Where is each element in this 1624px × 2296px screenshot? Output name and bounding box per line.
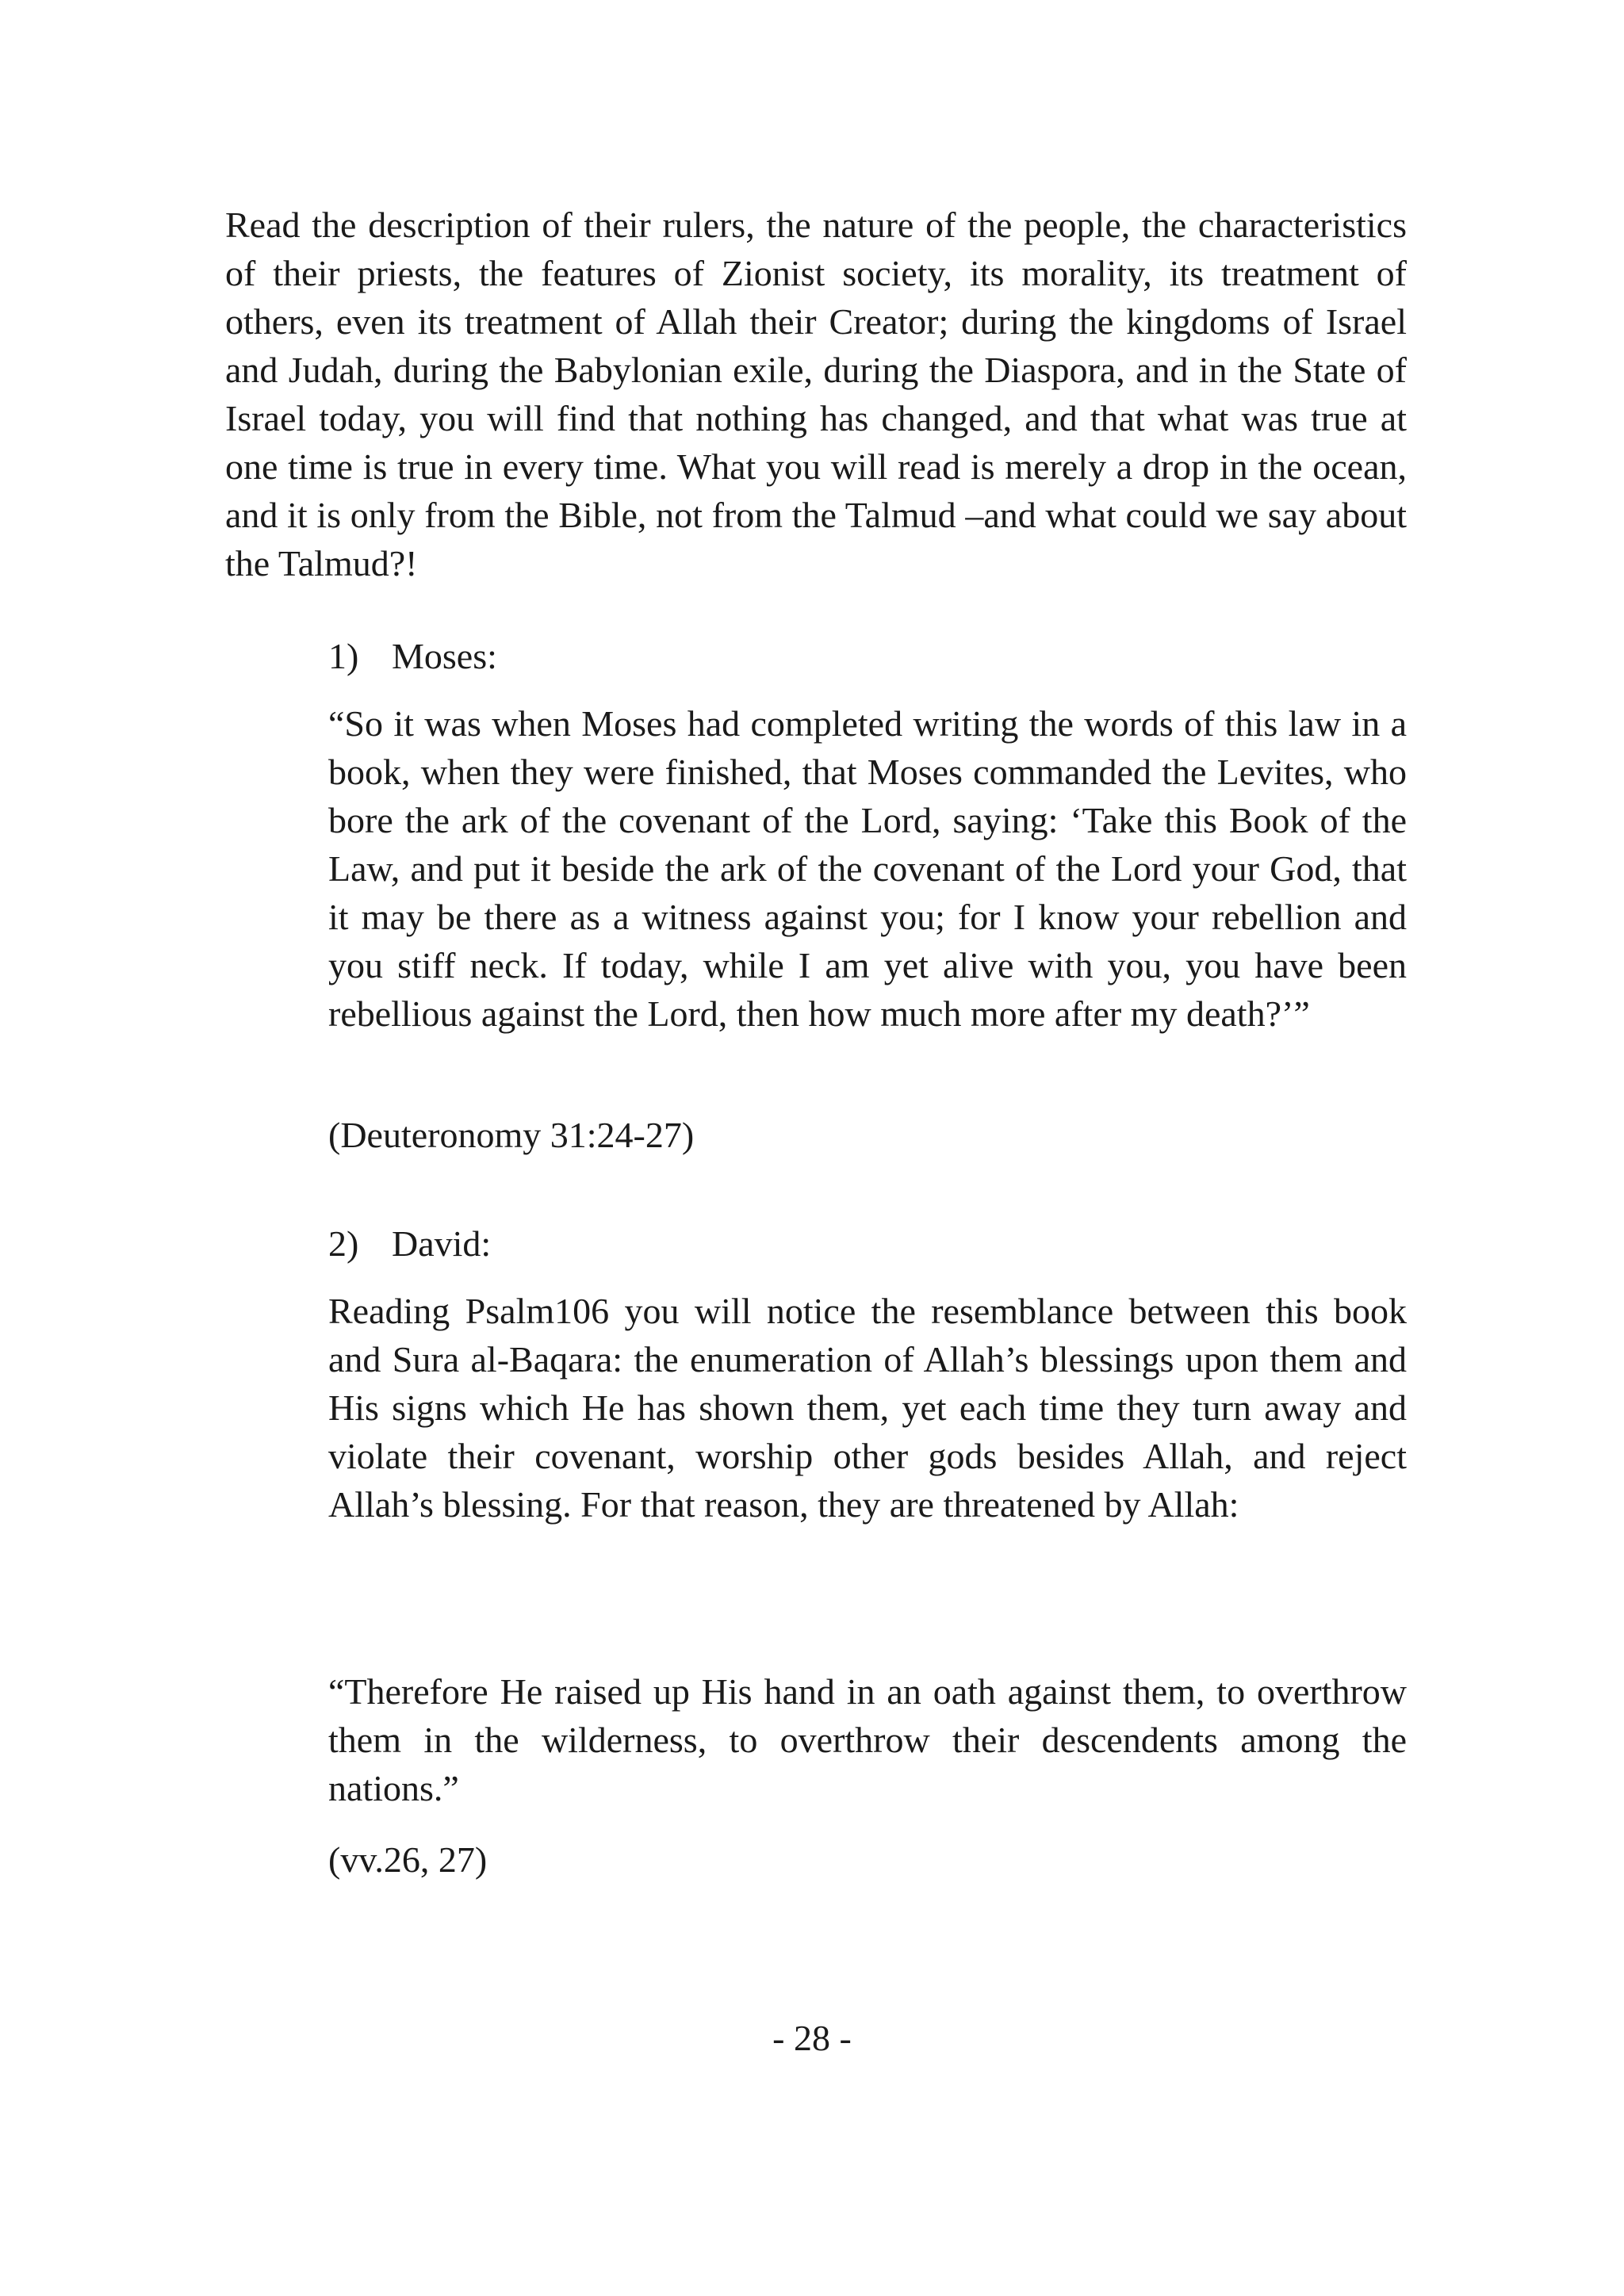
david-paragraph: Reading Psalm106 you will notice the resemblance between this book and Sura al-Baqara: the enumeration of Allah’s blessings upon them and His signs which He has shown them, yet each time they turn away and violate their covenant, worship other gods besides Allah, and reject Allah’s blessing. For that reason, they are threatened by Allah: — [328, 1291, 1407, 1525]
section-heading-moses — [328, 632, 497, 680]
section-number: 1) — [328, 636, 359, 676]
david-citation: (vv.26, 27) — [328, 1839, 488, 1880]
section-title: David: — [392, 1223, 492, 1264]
section-heading-david — [328, 1219, 491, 1268]
page-number: - 28 - — [772, 2018, 852, 2058]
david-quote: “Therefore He raised up His hand in an oath against them, to overthrow them in the wilderness, to overthrow their descendents among the nations.” — [328, 1671, 1407, 1808]
section-title: Moses: — [392, 636, 497, 676]
intro-paragraph: Read the description of their rulers, the nature of the people, the characteristics of their priests, the features of Zionist society, its morality, its treatment of others, even its treatment of Allah their Creator; during the kingdoms of Israel and Judah, during the Babylonian exile, during the Diaspora, and in the State of Israel today, you will find that nothing has changed, and that what was true at one time is true in every time. What you will read is merely a drop in the ocean, and it is only from the Bible, not from the Talmud –and what could we say about the Talmud?! — [225, 205, 1407, 584]
moses-quote: “So it was when Moses had completed writing the words of this law in a book, when they were finished, that Moses commanded the Levites, who bore the ark of the covenant of the Lord, saying: ‘Take this Book of the Law, and put it beside the ark of the covenant of the Lord your God, that it may be there as a witness against you; for I know your rebellion and you stiff neck. If today, while I am yet alive with you, you have been rebellious against the Lord, then how much more after my death?’” — [328, 703, 1407, 1034]
moses-citation: (Deuteronomy 31:24-27) — [328, 1115, 695, 1155]
section-number: 2) — [328, 1223, 359, 1264]
